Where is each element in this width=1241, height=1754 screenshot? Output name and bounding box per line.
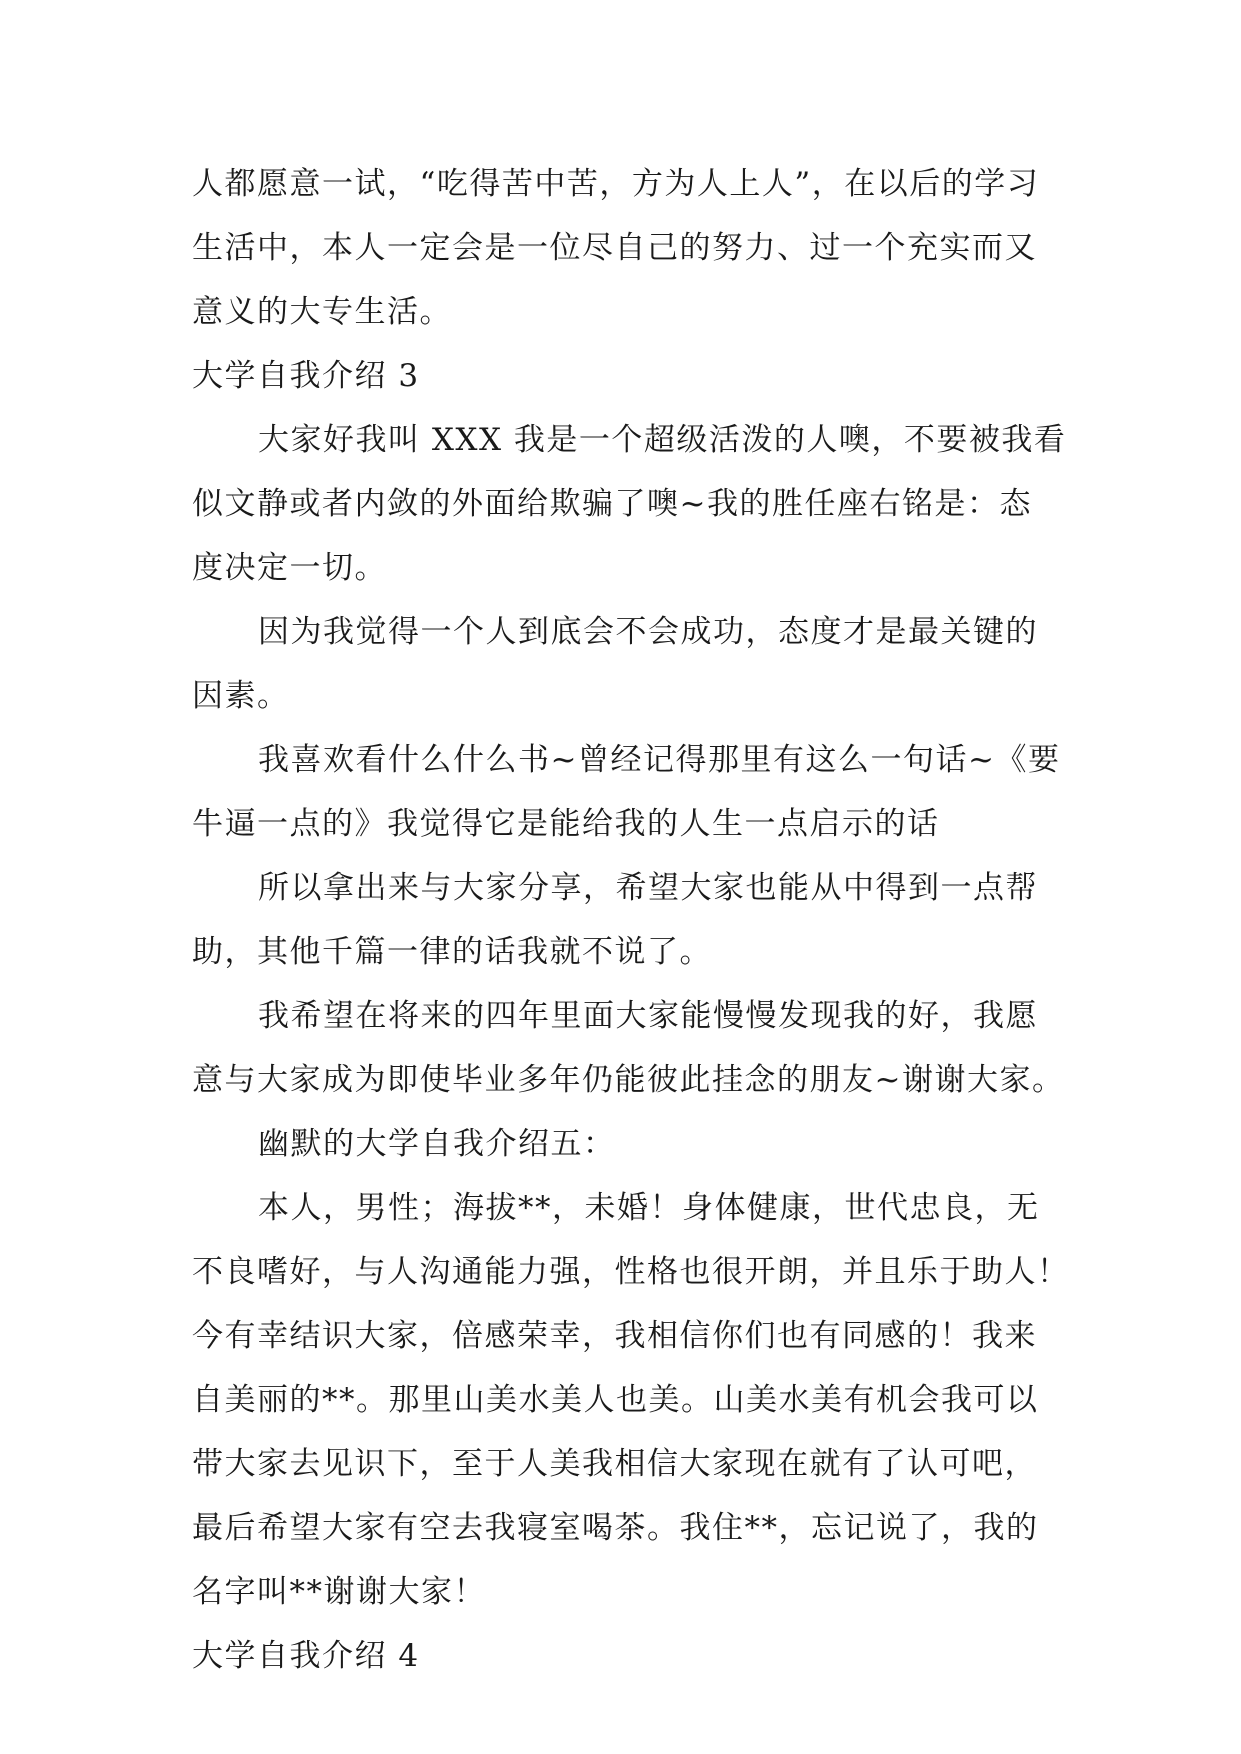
text-line: 牛逼一点的》我觉得它是能给我的人生一点启示的话 (192, 806, 940, 842)
text-line: 今有幸结识大家，倍感荣幸，我相信你们也有同感的！我来 (192, 1318, 1037, 1354)
text-line: 意与大家成为即使毕业多年仍能彼此挂念的朋友~谢谢大家。 (192, 1062, 1065, 1098)
text-line: 似文静或者内敛的外面给欺骗了噢~我的胜任座右铭是：态 (192, 486, 1032, 522)
paragraph-start: 大家好我叫 XXX 我是一个超级活泼的人噢，不要被我看 (258, 422, 1067, 458)
subsection-heading: 幽默的大学自我介绍五： (258, 1126, 616, 1162)
paragraph-start: 我希望在将来的四年里面大家能慢慢发现我的好，我愿 (258, 998, 1038, 1034)
section-heading-3: 大学自我介绍 3 (192, 358, 420, 394)
text-line: 名字叫**谢谢大家！ (192, 1574, 486, 1610)
paragraph-start: 我喜欢看什么什么书~曾经记得那里有这么一句话~《要 (258, 742, 1061, 778)
text-line: 最后希望大家有空去我寝室喝茶。我住**，忘记说了，我的 (192, 1510, 1039, 1546)
document-body (192, 152, 1072, 1688)
text-line: 因素。 (192, 678, 290, 714)
text-line: 带大家去见识下，至于人美我相信大家现在就有了认可吧， (192, 1446, 1037, 1482)
paragraph-start: 本人，男性；海拔**，未婚！身体健康，世代忠良，无 (258, 1190, 1040, 1226)
paragraph-start: 所以拿出来与大家分享，希望大家也能从中得到一点帮 (258, 870, 1038, 906)
paragraph-start: 因为我觉得一个人到底会不会成功，态度才是最关键的 (258, 614, 1038, 650)
text-line: 人都愿意一试，“吃得苦中苦，方为人上人”，在以后的学习 (192, 166, 1040, 202)
text-line: 生活中，本人一定会是一位尽自己的努力、过一个充实而又 (192, 230, 1037, 266)
section-heading-4: 大学自我介绍 4 (192, 1638, 420, 1674)
text-line: 不良嗜好，与人沟通能力强，性格也很开朗，并且乐于助人！ (192, 1254, 1070, 1290)
text-line: 助，其他千篇一律的话我就不说了。 (192, 934, 712, 970)
text-line: 意义的大专生活。 (192, 294, 452, 330)
text-line: 自美丽的**。那里山美水美人也美。山美水美有机会我可以 (192, 1382, 1039, 1418)
text-line: 度决定一切。 (192, 550, 387, 586)
